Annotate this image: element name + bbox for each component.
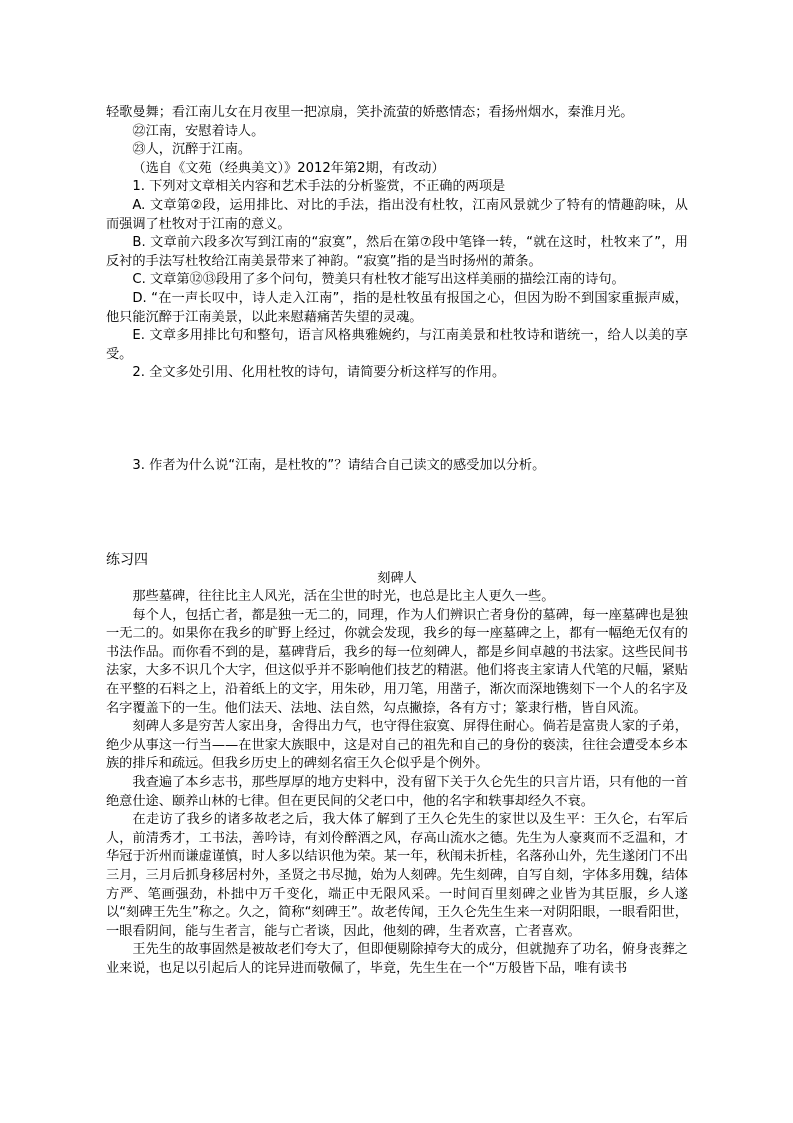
exercise-heading: 练习四 bbox=[106, 551, 148, 568]
article-paragraph: 在走访了我乡的诸多故老之后，我大体了解到了王久仑先生的家世以及生平：王久仑，右军后人，前清秀才，工书法，善吟诗，有刘伶醉酒之风，存高山流水之德。先生为人豪爽而不乏温和，才华冠于沂州而谦虚谨慎，时人多以结识他为荣。某一年，秋闱未折桂，名落孙山外，先生遂闭门不出三月，三月后抓身移居村外，圣贤之书尽抛，始为人刻碑。先生刻碑，自写自刻，字体多用魏，结体方严、笔画强劲，朴拙中万千变化，端正中无限风采。一时间百里刻碑之业皆为其臣服，乡人遂以“刻碑王先生”称之。久之，简称“刻碑王”。故老传闻，王久仑先生生来一对阴阳眼，一眼看阳世，一眼看阴间，能与生者言，能与亡者谈，因此，他刻的碑，生者欢喜，亡者喜欢。 bbox=[106, 812, 688, 939]
article-paragraph: 那些墓碑，往往比主人风光，活在尘世的时光，也总是比主人更久一些。 bbox=[132, 589, 555, 605]
option-c: C. 文章第⑫⑬段用了多个问句，赞美只有杜牧才能写出这样美丽的描绘江南的诗句。 bbox=[132, 272, 625, 288]
article-paragraph: 我查遍了本乡志书，那些厚厚的地方史料中，没有留下关于久仑先生的只言片语，只有他的一首绝意仕途、颐养山林的七律。但在更民间的父老口中，他的名字和轶事却经久不衰。 bbox=[106, 775, 688, 809]
option-e: E. 文章多用排比句和整句，语言风格典雅婉约，与江南美景和杜牧诗和谐统一，给人以美的享受。 bbox=[106, 328, 688, 362]
answer-space-2 bbox=[106, 383, 688, 457]
article-title: 刻碑人 bbox=[377, 570, 417, 586]
source-citation: （选自《文苑（经典美文）》2012年第2期，有改动） bbox=[132, 160, 445, 176]
option-b: B. 文章前六段多次写到江南的“寂寞”，然后在第⑦段中笔锋一转，“就在这时，杜牧来了”，用反衬的手法写杜牧给江南美景带来了神韵。“寂寞”指的是当时扬州的萧条。 bbox=[106, 235, 688, 269]
option-d: D. “在一声长叹中，诗人走入江南”，指的是杜牧虽有报国之心，但因为盼不到国家重振声威，他只能沉醉于江南美景，以此来慰藉痛苦失望的灵魂。 bbox=[106, 290, 688, 325]
answer-space-3 bbox=[106, 476, 688, 550]
paragraph-22: ㉒江南，安慰着诗人。 bbox=[132, 123, 265, 139]
question-2: 2. 全文多处引用、化用杜牧的诗句，请简要分析这样写的作用。 bbox=[132, 365, 506, 381]
article-paragraph: 王先生的故事固然是被故老们夸大了，但即便剔除掉夸大的成分，但就抛弃了功名，俯身丧葬之业来说，也足以引起后人的诧异进而敬佩了，毕竟，先生生在一个“万般皆下品，唯有读书 bbox=[106, 942, 688, 976]
article-paragraph: 刻碑人多是穷苦人家出身，舍得出力气，也守得住寂寞、屏得住耐心。倘若是富贵人家的子弟，绝少从事这一行当——在世家大族眼中，这是对自己的祖先和自己的身份的亵渎，往往会遭受本乡本族的排斥和疏远。但我乡历史上的碑刻名宿王久仑似乎是个例外。 bbox=[106, 719, 688, 772]
option-a: A. 文章第②段，运用排比、对比的手法，指出没有杜牧，江南风景就少了特有的情趣韵味，从而强调了杜牧对于江南的意义。 bbox=[106, 197, 688, 232]
document-page bbox=[106, 104, 688, 979]
article-paragraph: 每个人，包括亡者，都是独一无二的，同理，作为人们辨识亡者身份的墓碑，每一座墓碑也是独一无二的。如果你在我乡的旷野上经过，你就会发现，我乡的每一座墓碑之上，都有一幅绝无仅有的书法作品。而你看不到的是，墓碑背后，我乡的每一位刻碑人，都是乡间卓越的书法家。这些民间书法家，大多不识几个大字，但这似乎并不影响他们技艺的精湛。他们将丧主家请人代笔的尺幅，紧贴在平整的石料之上，沿着纸上的文字，用朱砂，用刀笔，用凿子，渐次而深地镌刻下一个人的名字及名字覆盖下的一生。他们法天、法地、法自然，勾点撇捺，各有方寸；篆隶行楷，皆自风流。 bbox=[106, 607, 688, 716]
paragraph-continued: 轻歌曼舞；看江南儿女在月夜里一把凉扇，笑扑流萤的娇憨情态；看扬州烟水，秦淮月光。 bbox=[106, 105, 634, 120]
question-3: 3. 作者为什么说“江南，是杜牧的”？请结合自己读文的感受加以分析。 bbox=[132, 457, 546, 473]
paragraph-23: ㉓人，沉醉于江南。 bbox=[132, 142, 252, 158]
question-1: 1. 下列对文章相关内容和艺术手法的分析鉴赏，不正确的两项是 bbox=[132, 179, 506, 195]
